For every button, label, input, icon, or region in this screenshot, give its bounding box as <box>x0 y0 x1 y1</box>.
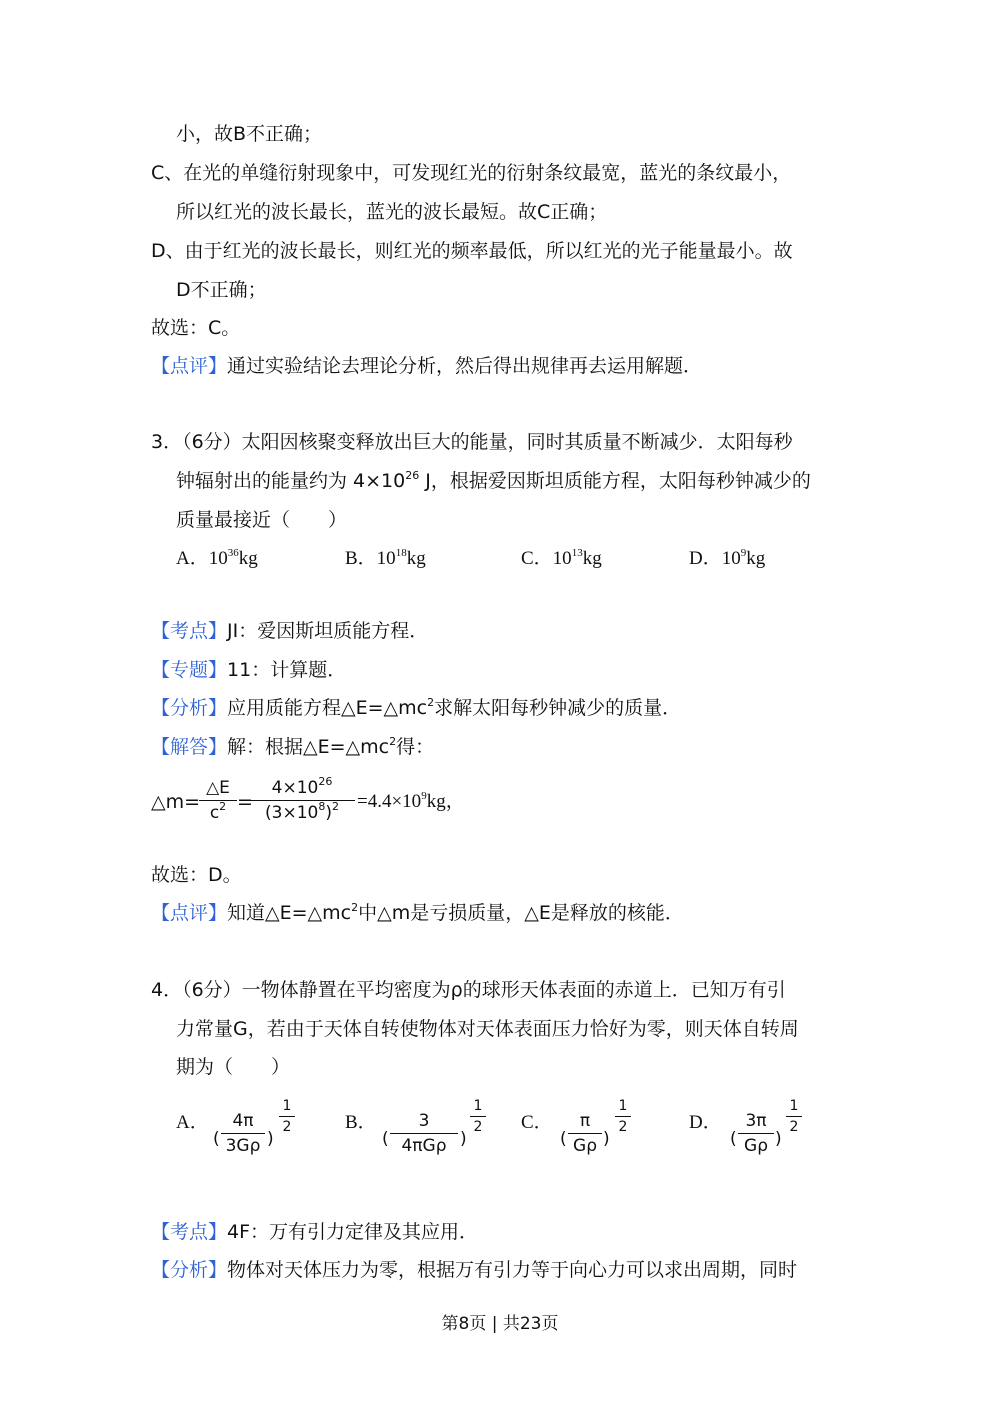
fraction-2-numerator <box>249 775 355 798</box>
exponent-denominator: 2 <box>789 1119 799 1135</box>
denominator-outer-exponent: 2 <box>331 800 339 813</box>
comment-tag: 【点评】 <box>151 902 228 924</box>
q4-option-b-label: B． <box>345 1112 377 1133</box>
fraction-numerator: π <box>579 1111 591 1131</box>
q4-kaodian <box>151 1219 478 1245</box>
fraction-denominator: 3Gρ <box>225 1136 261 1156</box>
q3-option-d <box>689 546 765 572</box>
fraction-bar <box>568 1133 602 1134</box>
fraction-numerator: 3π <box>745 1111 767 1131</box>
q3-fenxi <box>151 695 681 721</box>
q4-option-d-close-paren: ) <box>775 1129 782 1149</box>
q4-option-b-fraction <box>390 1111 458 1156</box>
q2-answer: 故选：C。 <box>151 317 241 339</box>
denominator-base: (3×10 <box>265 803 319 823</box>
formula-result <box>357 789 465 815</box>
q2-option-c-line1: C、在光的单缝衍射现象中，可发现红光的衍射条纹最宽，蓝光的条纹最小， <box>151 162 792 184</box>
q3-answer: 故选：D。 <box>151 864 242 886</box>
kaodian-tag: 【考点】 <box>151 1221 228 1243</box>
comment-text: 通过实验结论去理论分析，然后得出规律再去运用解题． <box>227 355 703 377</box>
jieda-text-a: 解：根据△E=△mc <box>227 736 390 758</box>
q3-stem-exponent: 26 <box>405 469 420 482</box>
option-exponent: 13 <box>571 547 583 559</box>
q4-option-c-label: C． <box>521 1112 553 1133</box>
q3-option-b <box>345 546 426 572</box>
q3-zhuanti <box>151 657 346 683</box>
q4-option-a-half-exponent <box>279 1098 295 1135</box>
q2-option-d-line2: D不正确； <box>176 279 267 301</box>
q3-jieda <box>151 734 434 760</box>
q4-option-c-half-exponent <box>615 1098 631 1135</box>
comment-text-b: 中△m是亏损质量，△E是释放的核能． <box>358 902 684 924</box>
denominator-exponent: 2 <box>219 800 227 813</box>
q4-option-a-fraction <box>221 1111 265 1156</box>
numerator-exponent: 26 <box>318 775 333 788</box>
comment-text-a: 知道△E=△mc <box>227 902 352 924</box>
exponent-denominator: 2 <box>473 1119 483 1135</box>
exponent-numerator: 1 <box>789 1098 799 1114</box>
jieda-text-b: 得： <box>396 736 435 758</box>
q3-kaodian <box>151 618 428 644</box>
formula-equals: = <box>237 791 253 813</box>
fraction-denominator: 4πGρ <box>401 1136 447 1156</box>
q4-option-d-label: D． <box>689 1112 722 1133</box>
q3-stem-line2-a: 钟辐射出的能量约为 4×10 <box>176 470 406 492</box>
q2-comment <box>151 353 702 379</box>
formula-fraction-2 <box>249 775 355 823</box>
q4-stem-line1: 4．（6分）一物体静置在平均密度为ρ的球形天体表面的赤道上．已知万有引 <box>151 979 786 1001</box>
q4-option-c-close-paren: ) <box>603 1129 610 1149</box>
exponent-bar <box>615 1116 631 1117</box>
q4-option-a-close-paren: ) <box>267 1129 274 1149</box>
fraction-1-numerator: △E <box>206 778 230 798</box>
q4-option-b-close-paren: ) <box>460 1129 467 1149</box>
q4-option-b-half-exponent <box>470 1098 486 1135</box>
q3-stem-line1: 3．（6分）太阳因核聚变释放出巨大的能量，同时其质量不断减少．太阳每秒 <box>151 431 793 453</box>
fraction-bar <box>221 1133 265 1134</box>
formula-lhs: △m= <box>151 791 201 813</box>
q3-comment <box>151 900 684 926</box>
kaodian-tag: 【考点】 <box>151 620 228 642</box>
exponent-numerator: 1 <box>282 1098 292 1114</box>
option-unit: kg <box>238 548 258 569</box>
q4-option-c-fraction <box>568 1111 602 1156</box>
result-exponent: 9 <box>421 790 427 802</box>
q4-fenxi <box>151 1257 797 1283</box>
option-label: B．10 <box>345 548 396 569</box>
option-exponent: 9 <box>740 547 747 559</box>
q4-option-a-open-paren: ( <box>213 1129 220 1149</box>
page-footer: 第8页 | 共23页 <box>441 1314 559 1334</box>
q3-option-c <box>521 546 602 572</box>
exponent-bar <box>279 1116 295 1117</box>
q3-stem-line2 <box>176 468 811 494</box>
fraction-bar <box>390 1133 458 1134</box>
option-exponent: 18 <box>395 547 407 559</box>
denominator-base: c <box>209 803 220 823</box>
fraction-1-denominator <box>199 800 237 823</box>
option-label: C．10 <box>521 548 572 569</box>
exponent-denominator: 2 <box>618 1119 628 1135</box>
numerator-base: 4×10 <box>271 778 319 798</box>
exponent-bar <box>470 1116 486 1117</box>
fenxi-exponent: 2 <box>427 696 435 709</box>
fenxi-text: 物体对天体压力为零，根据万有引力等于向心力可以求出周期，同时 <box>227 1259 798 1281</box>
q4-stem-line2: 力常量G，若由于天体自转使物体对天体表面压力恰好为零，则天体自转周 <box>176 1018 799 1040</box>
fraction-bar <box>738 1133 774 1134</box>
result-unit: kg， <box>426 791 465 812</box>
option-exponent: 36 <box>227 547 239 559</box>
q4-option-d-fraction <box>738 1111 774 1156</box>
q3-stem-line2-b: J，根据爱因斯坦质能方程，太阳每秒钟减少的 <box>419 470 811 492</box>
formula-fraction-1 <box>199 778 237 823</box>
q2-option-d-line1: D、由于红光的波长最长，则红光的频率最低，所以红光的光子能量最小。故 <box>151 240 793 262</box>
option-label: D．10 <box>689 548 741 569</box>
jieda-tag: 【解答】 <box>151 736 228 758</box>
exponent-bar <box>786 1116 802 1117</box>
q2-b-line-end: 小，故B不正确； <box>176 123 323 145</box>
fenxi-tag: 【分析】 <box>151 697 228 719</box>
q4-option-d-open-paren: ( <box>730 1129 737 1149</box>
comment-exponent: 2 <box>351 901 359 914</box>
denominator-close-paren: ) <box>325 803 332 823</box>
jieda-exponent: 2 <box>389 735 397 748</box>
fraction-2-denominator <box>249 800 355 823</box>
option-unit: kg <box>582 548 602 569</box>
fraction-1-bar <box>199 800 237 801</box>
q4-option-c-open-paren: ( <box>560 1129 567 1149</box>
option-label: A．10 <box>176 548 228 569</box>
fenxi-tag: 【分析】 <box>151 1259 228 1281</box>
kaodian-text: 4F：万有引力定律及其应用． <box>227 1221 479 1243</box>
fenxi-text-b: 求解太阳每秒钟减少的质量． <box>434 697 682 719</box>
q4-stem-line3: 期为（ ） <box>176 1056 291 1078</box>
exponent-numerator: 1 <box>473 1098 483 1114</box>
comment-tag: 【点评】 <box>151 355 228 377</box>
fraction-denominator: Gρ <box>744 1136 768 1156</box>
q4-option-d-half-exponent <box>786 1098 802 1135</box>
option-unit: kg <box>406 548 426 569</box>
fenxi-text-a: 应用质能方程△E=△mc <box>227 697 428 719</box>
q3-stem-line3: 质量最接近（ ） <box>176 509 348 531</box>
option-unit: kg <box>746 548 766 569</box>
exponent-denominator: 2 <box>282 1119 292 1135</box>
fraction-numerator: 4π <box>232 1111 254 1131</box>
fraction-numerator: 3 <box>418 1111 430 1131</box>
kaodian-text: JI：爱因斯坦质能方程． <box>227 620 429 642</box>
result-base: =4.4×10 <box>357 791 422 812</box>
fraction-denominator: Gρ <box>573 1136 597 1156</box>
denominator-inner-exponent: 8 <box>318 800 326 813</box>
q3-option-a <box>176 546 258 572</box>
exponent-numerator: 1 <box>618 1098 628 1114</box>
zhuanti-tag: 【专题】 <box>151 659 228 681</box>
q2-option-c-line2: 所以红光的波长最长，蓝光的波长最短。故C正确； <box>176 201 608 223</box>
fraction-2-bar <box>249 800 355 801</box>
q4-option-a-label: A． <box>176 1112 209 1133</box>
zhuanti-text: 11：计算题． <box>227 659 347 681</box>
q4-option-b-open-paren: ( <box>382 1129 389 1149</box>
